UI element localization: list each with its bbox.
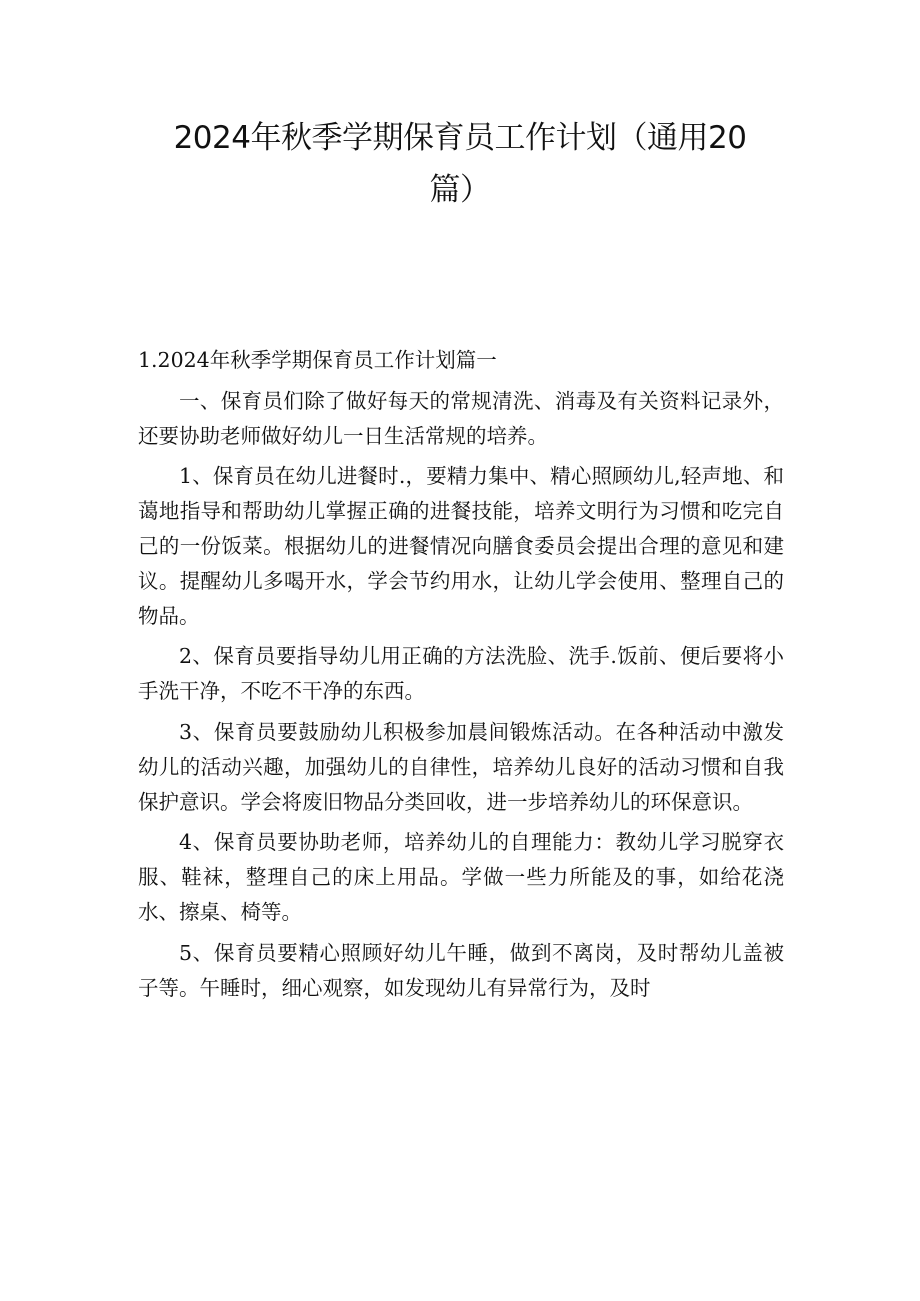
paragraph-item-1: 1、保育员在幼儿进餐时.，要精力集中、精心照顾幼儿,轻声地、和蔼地指导和帮助幼儿掌握正确的进餐技能，培养文明行为习惯和吃完自己的一份饭菜。根据幼儿的进餐情况向膳食委员会提出合理的意见和建议。提醒幼儿多喝开水，学会节约用水，让幼儿学会使用、整理自己的物品。	[138, 464, 784, 628]
section-heading: 1.2024年秋季学期保育员工作计划篇一	[138, 348, 497, 372]
document-title-line-1: 2024年秋季学期保育员工作计划（通用20	[173, 120, 747, 156]
paragraph-item-5: 5、保育员要精心照顾好幼儿午睡，做到不离岗，及时帮幼儿盖被子等。午睡时，细心观察，如发现幼儿有异常行为，及时	[138, 940, 784, 1000]
paragraph-intro: 一、保育员们除了做好每天的常规清洗、消毒及有关资料记录外，还要协助老师做好幼儿一日生活常规的培养。	[138, 388, 784, 448]
paragraph-item-3: 3、保育员要鼓励幼儿积极参加晨间锻炼活动。在各种活动中激发幼儿的活动兴趣，加强幼儿的自律性，培养幼儿良好的活动习惯和自我保护意识。学会将废旧物品分类回收，进一步培养幼儿的环保意识。	[138, 719, 784, 814]
document-title-line-2: 篇）	[429, 172, 491, 208]
document-title	[100, 112, 820, 216]
paragraph-item-4: 4、保育员要协助老师，培养幼儿的自理能力：教幼儿学习脱穿衣服、鞋袜，整理自己的床上用品。学做一些力所能及的事，如给花浇水、擦桌、椅等。	[138, 830, 784, 924]
document-body	[138, 343, 784, 1011]
paragraph-item-2: 2、保育员要指导幼儿用正确的方法洗脸、洗手.饭前、便后要将小手洗干净，不吃不干净的东西。	[138, 644, 784, 704]
